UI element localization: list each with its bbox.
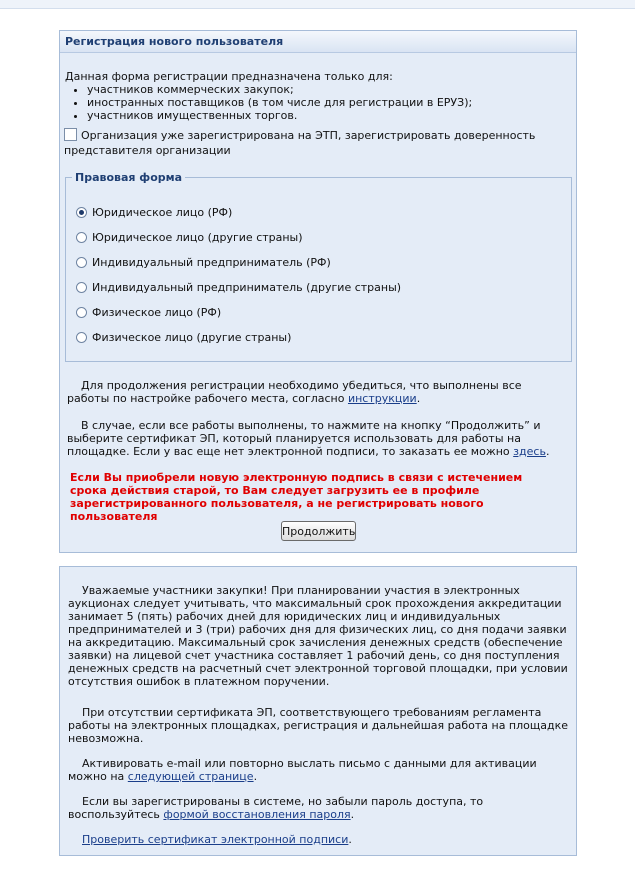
- radio[interactable]: [76, 257, 87, 268]
- radio[interactable]: [76, 307, 87, 318]
- continue-button[interactable]: Продолжить: [281, 521, 356, 541]
- legal-form-option-label[interactable]: Физическое лицо (РФ): [92, 306, 222, 319]
- activation-link[interactable]: следующей странице: [127, 770, 254, 783]
- warning-text: Если Вы приобрели новую электронную подпись в связи с истечением срока действия старой, то Вам следует загрузить ее в профиле зарегистрированного пользователя, а не регистрировать нового пользователя: [70, 471, 523, 523]
- registration-panel: [59, 30, 577, 553]
- info-paragraph: При отсутствии сертификата ЭП, соответствующего требованиям регламента работы на электронных площадках, регистрация и дальнейшая работа на площадке невозможна.: [68, 706, 569, 745]
- order-signature-link[interactable]: здесь: [513, 445, 546, 458]
- intro-list: [65, 83, 570, 122]
- legal-form-options: [76, 205, 401, 355]
- legal-form-option[interactable]: [76, 330, 401, 355]
- intro-item: • участников имущественных торгов.: [87, 109, 570, 122]
- panel-title: Регистрация нового пользователя: [60, 31, 576, 53]
- legal-form-option-label[interactable]: Индивидуальный предприниматель (РФ): [92, 256, 331, 269]
- top-border: [0, 0, 635, 9]
- legal-form-option[interactable]: [76, 230, 401, 255]
- org-registered-label[interactable]: Организация уже зарегистрирована на ЭТП, зарегистрировать доверенность представителя организации: [64, 129, 536, 157]
- legal-form-option[interactable]: [76, 205, 401, 230]
- radio[interactable]: [76, 232, 87, 243]
- continue-paragraph: В случае, если все работы выполнены, то нажмите на кнопку “Продолжить” и выберите сертификат ЭП, который планируется использовать для работы на площадке. Если у вас еще нет электронной подписи, то заказать ее можно здесь.: [67, 419, 550, 458]
- legal-form-option[interactable]: [76, 305, 401, 330]
- intro-item: • участников коммерческих закупок;: [87, 83, 570, 96]
- legal-form-fieldset: [65, 171, 572, 362]
- radio-selected[interactable]: [76, 207, 87, 218]
- legal-form-option[interactable]: [76, 280, 401, 305]
- instructions-link[interactable]: инструкции: [347, 392, 417, 405]
- legal-form-option-label[interactable]: Индивидуальный предприниматель (другие страны): [92, 281, 402, 294]
- info-paragraph: Проверить сертификат электронной подписи.: [82, 833, 352, 846]
- intro-block: [65, 70, 570, 122]
- setup-paragraph: Для продолжения регистрации необходимо убедиться, что выполнены все работы по настройке рабочего места, согласно инструкции.: [67, 379, 522, 405]
- info-paragraph: Активировать e-mail или повторно выслать письмо с данными для активации можно на следующей странице.: [68, 757, 537, 783]
- legal-form-option-label[interactable]: Юридическое лицо (РФ): [92, 206, 233, 219]
- legal-form-option-label[interactable]: Физическое лицо (другие страны): [92, 331, 292, 344]
- radio[interactable]: [76, 332, 87, 343]
- org-registered-checkbox[interactable]: [64, 128, 77, 141]
- org-registered-row[interactable]: [64, 128, 569, 158]
- intro-item: • иностранных поставщиков (в том числе для регистрации в ЕРУЗ);: [87, 96, 570, 109]
- legal-form-option-label[interactable]: Юридическое лицо (другие страны): [92, 231, 303, 244]
- legal-form-legend: Правовая форма: [75, 171, 183, 184]
- legal-form-option[interactable]: [76, 255, 401, 280]
- password-recovery-link[interactable]: формой восстановления пароля: [163, 808, 351, 821]
- radio[interactable]: [76, 282, 87, 293]
- check-certificate-link[interactable]: Проверить сертификат электронной подписи: [82, 833, 349, 846]
- intro-text: Данная форма регистрации предназначена только для:: [65, 70, 393, 83]
- info-paragraph: Уважаемые участники закупки! При планировании участия в электронных аукционах следует учитывать, что максимальный срок прохождения аккредитации занимает 5 (пять) рабочих дней для юридических лиц и индивидуальных предпринимателей и 3 (три) рабочих дня для физических лиц, со дня подачи заявки на аккредитацию. Максимальный срок зачисления денежных средств (обеспечение заявки) на лицевой счет участника составляет 1 рабочий день, со дня поступления денежных средств на расчетный счет электронной торговой площадки, при условии отсутствия ошибок в платежном поручении.: [68, 584, 568, 688]
- info-paragraph: Если вы зарегистрированы в системе, но забыли пароль доступа, то воспользуйтесь формой восстановления пароля.: [68, 795, 484, 821]
- info-panel: [59, 566, 577, 856]
